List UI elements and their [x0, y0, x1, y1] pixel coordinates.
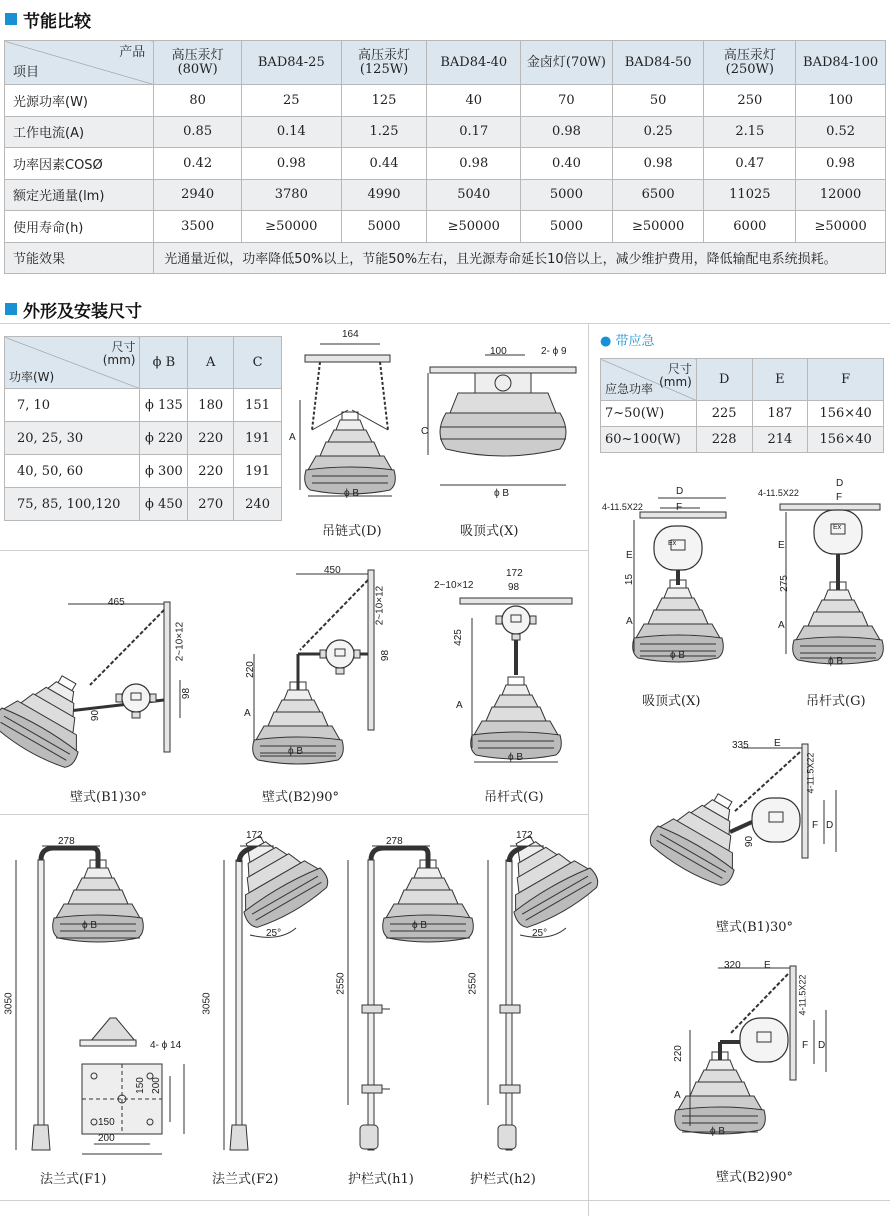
section-marker-icon — [5, 303, 17, 315]
table-cell: 214 — [752, 427, 808, 453]
table-cell: 156×40 — [808, 401, 884, 427]
table-cell: 125 — [341, 85, 427, 117]
table-cell: 40 — [427, 85, 521, 117]
table-cell: 7, 10 — [5, 389, 140, 422]
table-cell: 工作电流(A) — [5, 116, 154, 148]
table-cell: 25 — [241, 85, 341, 117]
table-cell: 2.15 — [704, 116, 796, 148]
table-cell: 0.42 — [154, 148, 242, 180]
table-cell: 75, 85, 100,120 — [5, 488, 140, 521]
table-row — [5, 85, 886, 117]
table-cell: 5040 — [427, 179, 521, 211]
divider — [0, 814, 588, 815]
flange-f1-drawing — [20, 840, 21, 841]
table-cell: 0.25 — [612, 116, 704, 148]
table-cell: 6000 — [704, 211, 796, 243]
table-row — [5, 179, 886, 211]
table-cell: 光源功率(W) — [5, 85, 154, 117]
table-cell: ϕ 300 — [140, 455, 188, 488]
table-cell: 尺寸 (mm) 功率(W) — [5, 337, 140, 389]
table-cell: ≥50000 — [427, 211, 521, 243]
comparison-corner-cell: 产品 项目 — [5, 41, 154, 85]
table-cell: 0.17 — [427, 116, 521, 148]
em-wall-b2-drawing — [660, 960, 661, 961]
table-cell: 0.98 — [796, 148, 886, 180]
product-header: 高压汞灯 (125W) — [341, 41, 427, 85]
table-row — [5, 389, 282, 422]
rail-h2-drawing — [480, 840, 481, 841]
caption-flange-f2: 法兰式(F2) — [212, 1172, 279, 1187]
table-row — [5, 488, 282, 521]
caption-wall-b2: 壁式(B2)90° — [262, 790, 340, 805]
table-cell: 功率因素COSØ — [5, 148, 154, 180]
table-cell: 11025 — [704, 179, 796, 211]
product-header: BAD84-50 — [612, 41, 704, 85]
table-row — [5, 148, 886, 180]
table-cell: 5000 — [341, 211, 427, 243]
table-row — [601, 401, 884, 427]
flange-f2-drawing — [210, 840, 211, 841]
caption-em-wall-b1: 壁式(B1)30° — [716, 920, 794, 935]
table-cell: 80 — [154, 85, 242, 117]
table-cell: 220 — [188, 455, 234, 488]
table-row — [5, 116, 886, 148]
table-cell: 0.44 — [341, 148, 427, 180]
table-cell: 3780 — [241, 179, 341, 211]
table-cell: 250 — [704, 85, 796, 117]
table-cell: 225 — [696, 401, 752, 427]
table-cell: 180 — [188, 389, 234, 422]
caption-em-wall-b2: 壁式(B2)90° — [716, 1170, 794, 1185]
caption-em-ceiling: 吸顶式(X) — [642, 694, 701, 709]
table-cell: F — [808, 359, 884, 401]
caption-chain: 吊链式(D) — [322, 524, 382, 539]
chain-lamp-drawing — [300, 340, 301, 341]
caption-rail-h2: 护栏式(h2) — [470, 1172, 536, 1187]
table-cell: 光通量近似，功率降低50%以上，节能50%左右，且光源寿命延长10倍以上，减少维护费用，降低输配电系统损耗。 — [154, 242, 886, 274]
wall-b1-drawing — [0, 590, 1, 591]
table-cell: 191 — [234, 422, 282, 455]
table-cell: ϕ 220 — [140, 422, 188, 455]
product-header: 高压汞灯 (80W) — [154, 41, 242, 85]
table-row-effect — [5, 242, 886, 274]
table-cell: 151 — [234, 389, 282, 422]
table-cell: 240 — [234, 488, 282, 521]
table-cell: 0.14 — [241, 116, 341, 148]
table-cell: 0.98 — [427, 148, 521, 180]
divider — [588, 323, 589, 1216]
caption-flange-f1: 法兰式(F1) — [40, 1172, 107, 1187]
product-header: 金卤灯(70W) — [521, 41, 613, 85]
table-cell: 156×40 — [808, 427, 884, 453]
emergency-header-row — [601, 359, 884, 401]
table-cell: 0.98 — [521, 116, 613, 148]
section-title-dimensions: 外形及安装尺寸 — [5, 296, 142, 322]
caption-ceiling: 吸顶式(X) — [460, 524, 519, 539]
table-row — [5, 211, 886, 243]
product-header: BAD84-100 — [796, 41, 886, 85]
product-header: BAD84-40 — [427, 41, 521, 85]
comparison-header-row — [5, 41, 886, 85]
table-cell: 5000 — [521, 179, 613, 211]
table-cell: 60~100(W) — [601, 427, 697, 453]
divider — [0, 323, 890, 324]
table-cell: 节能效果 — [5, 242, 154, 274]
table-cell: 2940 — [154, 179, 242, 211]
table-cell: 220 — [188, 422, 234, 455]
table-row — [5, 455, 282, 488]
table-cell: 40, 50, 60 — [5, 455, 140, 488]
table-cell: C — [234, 337, 282, 389]
wall-b2-drawing — [240, 570, 241, 571]
table-cell: ≥50000 — [796, 211, 886, 243]
rail-h1-drawing — [350, 840, 351, 841]
section-title-energy: 节能比较 — [5, 6, 91, 32]
table-cell: 20, 25, 30 — [5, 422, 140, 455]
table-cell: 50 — [612, 85, 704, 117]
table-row — [601, 427, 884, 453]
table-cell: 额定光通量(lm) — [5, 179, 154, 211]
comparison-table — [4, 40, 886, 274]
table-cell: 3500 — [154, 211, 242, 243]
emergency-title: ● 带应急 — [600, 334, 655, 349]
table-cell: A — [188, 337, 234, 389]
table-cell: 0.98 — [241, 148, 341, 180]
table-cell: D — [696, 359, 752, 401]
table-cell: 使用寿命(h) — [5, 211, 154, 243]
product-header: BAD84-25 — [241, 41, 341, 85]
caption-em-pole: 吊杆式(G) — [806, 694, 866, 709]
table-cell: 0.47 — [704, 148, 796, 180]
emergency-table — [600, 358, 884, 453]
caption-wall-b1: 壁式(B1)30° — [70, 790, 148, 805]
em-wall-b1-drawing — [650, 740, 651, 741]
table-cell: ≥50000 — [241, 211, 341, 243]
caption-rail-h1: 护栏式(h1) — [348, 1172, 414, 1187]
table-cell: 191 — [234, 455, 282, 488]
table-cell: E — [752, 359, 808, 401]
em-ceiling-drawing — [620, 490, 621, 491]
table-cell: 7~50(W) — [601, 401, 697, 427]
size-header-row — [5, 337, 282, 389]
table-cell: ϕ B — [140, 337, 188, 389]
table-cell: 4990 — [341, 179, 427, 211]
divider — [0, 1200, 890, 1201]
table-cell: 6500 — [612, 179, 704, 211]
table-cell: 尺寸 (mm) 应急功率 — [601, 359, 697, 401]
ceiling-lamp-drawing — [430, 345, 431, 346]
table-cell: 187 — [752, 401, 808, 427]
table-row — [5, 422, 282, 455]
table-cell: ≥50000 — [612, 211, 704, 243]
table-cell: 70 — [521, 85, 613, 117]
table-cell: 0.52 — [796, 116, 886, 148]
table-cell: 228 — [696, 427, 752, 453]
divider — [0, 550, 588, 551]
table-cell: 5000 — [521, 211, 613, 243]
table-cell: 0.85 — [154, 116, 242, 148]
caption-pole-g: 吊杆式(G) — [484, 790, 544, 805]
table-cell: 1.25 — [341, 116, 427, 148]
table-cell: ϕ 450 — [140, 488, 188, 521]
product-header: 高压汞灯 (250W) — [704, 41, 796, 85]
table-cell: 12000 — [796, 179, 886, 211]
section-marker-icon — [5, 13, 17, 25]
flange-plate-drawing — [80, 1012, 81, 1013]
table-cell: ϕ 135 — [140, 389, 188, 422]
table-cell: 270 — [188, 488, 234, 521]
table-cell: 0.40 — [521, 148, 613, 180]
table-cell: 0.98 — [612, 148, 704, 180]
size-table — [4, 336, 282, 521]
table-cell: 100 — [796, 85, 886, 117]
